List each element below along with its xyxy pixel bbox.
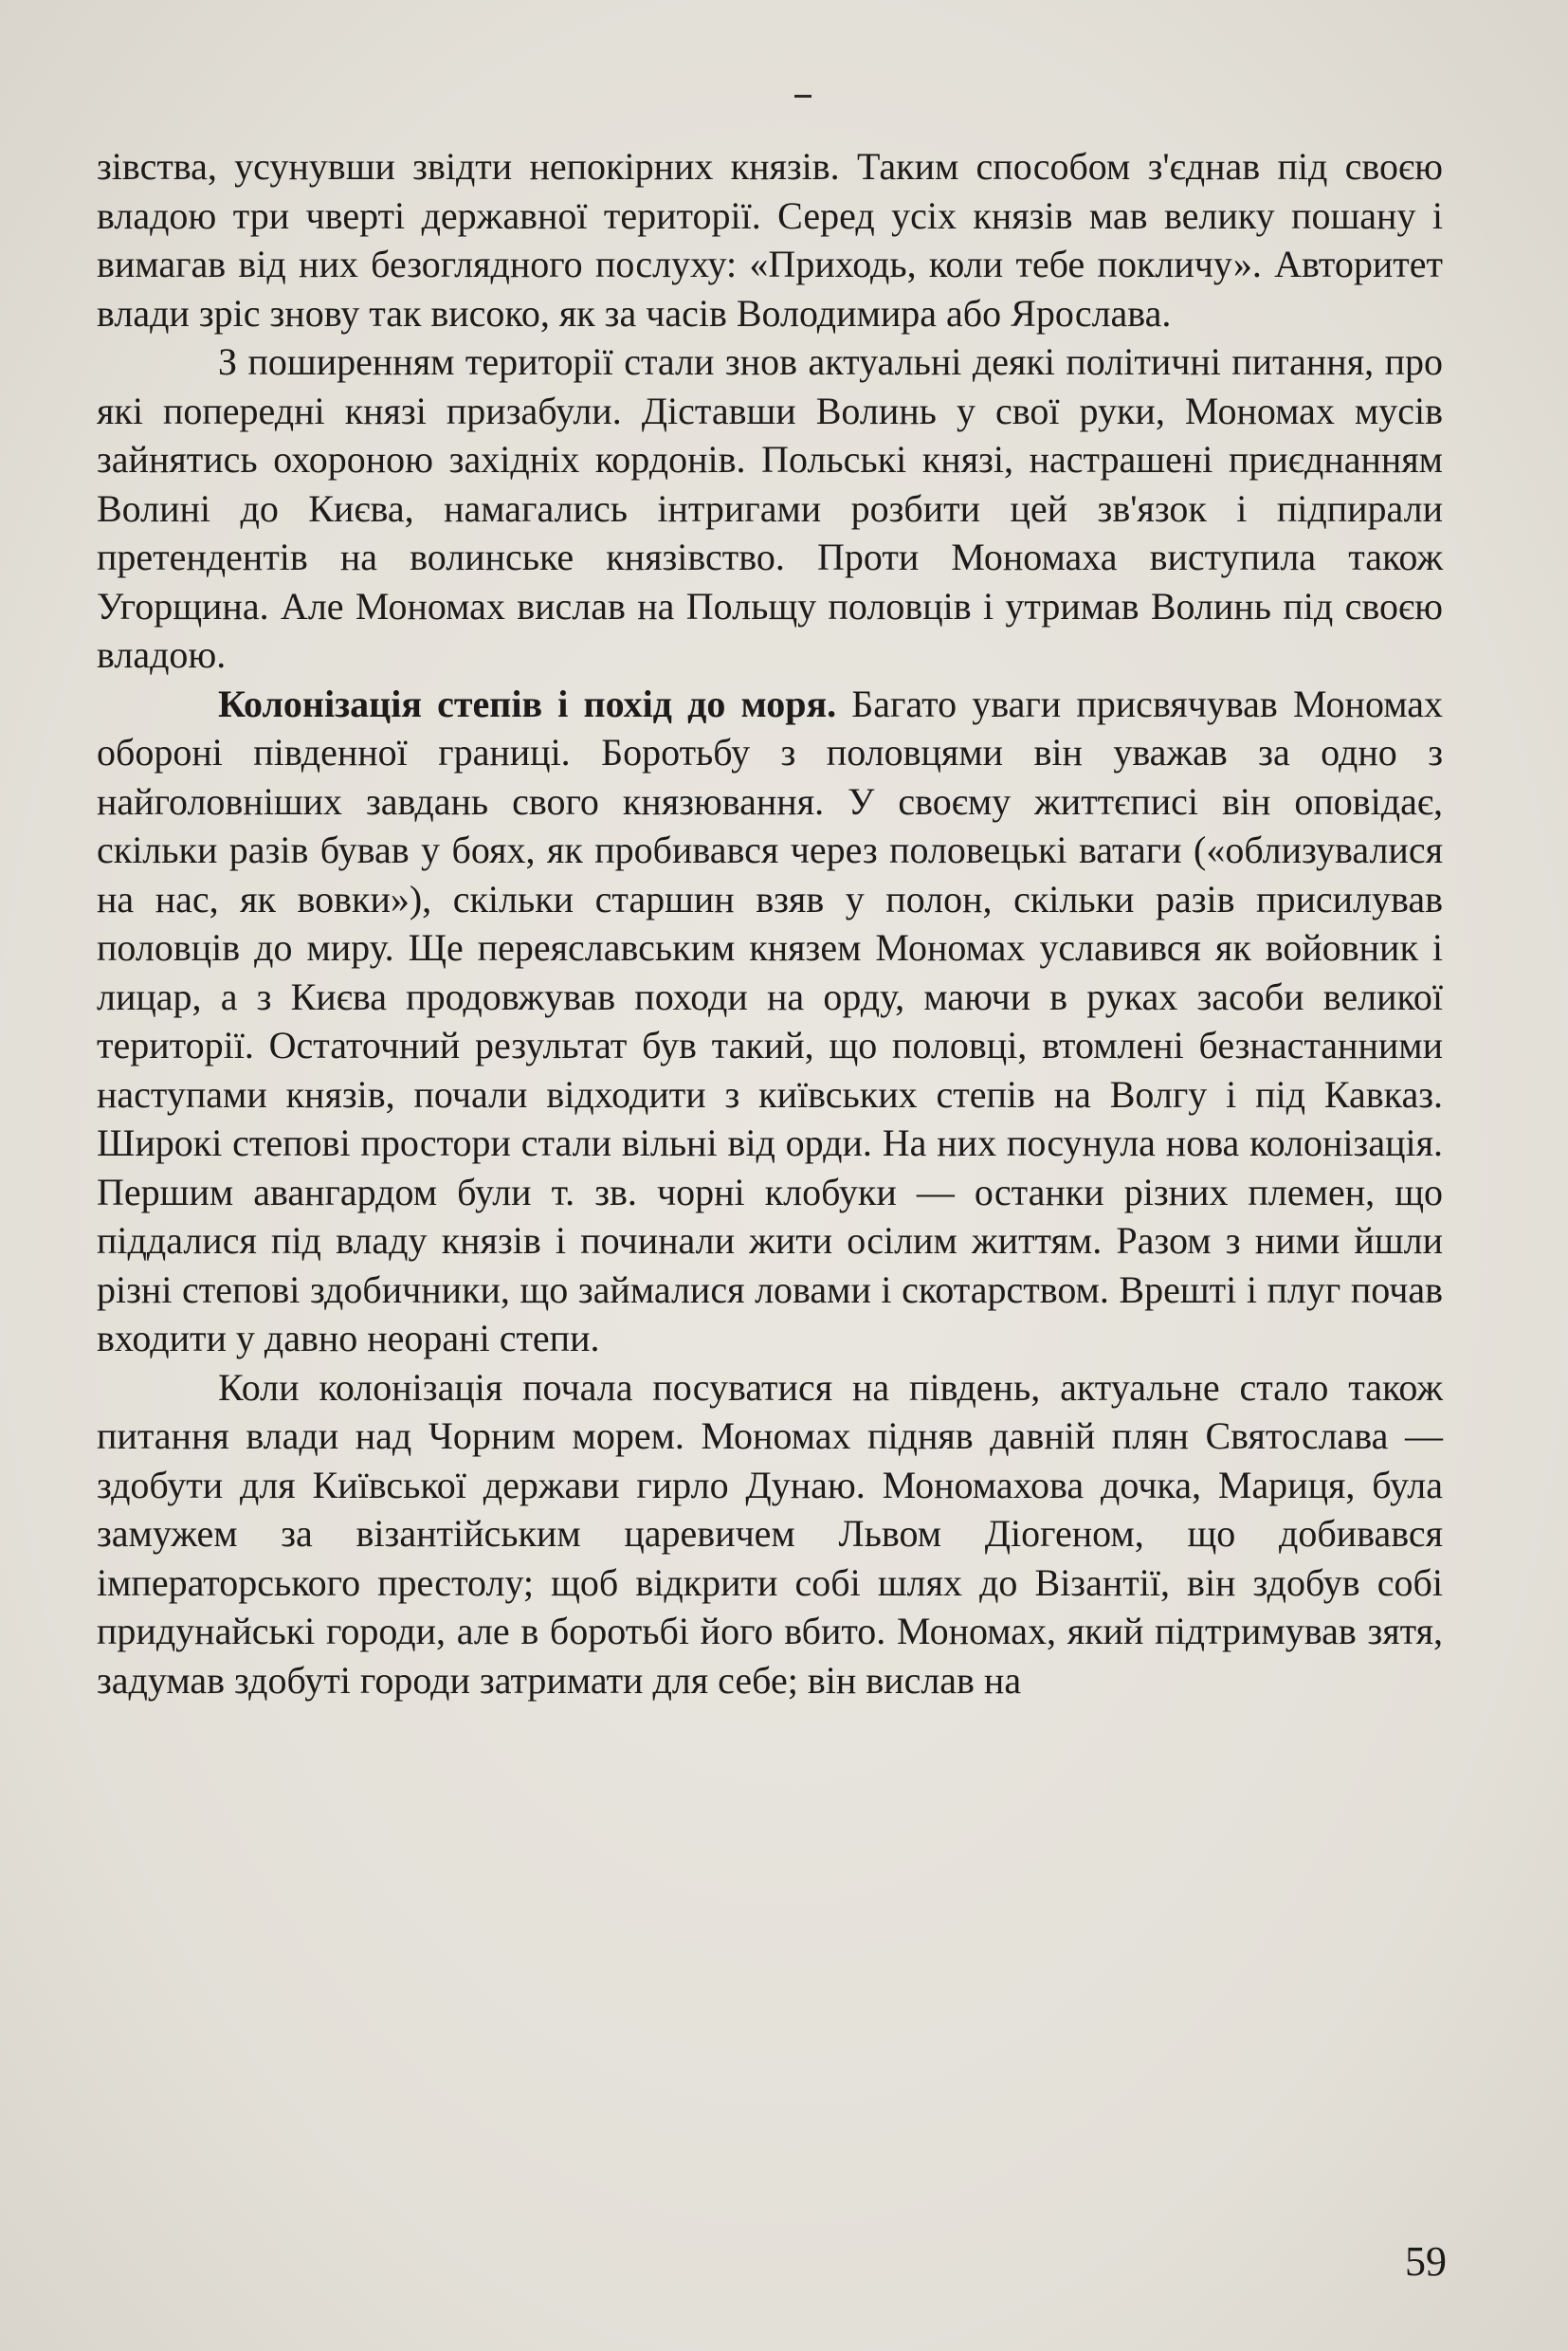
page-number: 59: [1405, 2238, 1447, 2285]
paragraph-1: [97, 142, 1443, 337]
paragraph-4-text: Коли колонізація почала посуватися на південь, актуальне стало також питання влади над Чорним морем. Мономах підняв давній плян Святослава — здобути для Київської держави гирло Дунаю. Мономахова дочка, Мариця, була замужем за візантійським царевичем Львом Діогеном, що добивався імператорського престолу; щоб відкрити собі шлях до Візантії, він здобув собі придунайські городи, але в боротьбі його вбито. Мономах, який підтримував зятя, задумав здобуті городи затримати для себе; він вислав на: [97, 1365, 1443, 1702]
section-heading: Колонізація степів і похід до моря.: [218, 682, 837, 725]
paragraph-1-text: зівства, усунувши звідти непокірних князів. Таким способом з'єднав під своєю владою три чверті державної території. Серед усіх князів мав велику пошану і вимагав від них безоглядного послуху: «Приходь, коли тебе покличу». Авторитет влади зріс знову так високо, як за часів Володимира або Ярослава.: [97, 145, 1443, 335]
paragraph-3-text: Багато уваги присвячував Мономах обороні південної границі. Боротьбу з половцями він уважав за одно з найголовніших завдань свого князювання. У своєму життєписі він оповідає, скільки разів бував у боях, як пробивався через половецькі ватаги («облизувалися на нас, як вовки»), скільки старшин взяв у полон, скільки разів присилував половців до миру. Ще переяславським князем Мономах уславився як войовник і лицар, а з Києва продовжував походи на орду, маючи в руках засоби великої території. Остаточний результат був такий, що половці, втомлені безнастанними наступами князів, почали відходити з київських степів на Волгу і під Кавказ. Широкі степові простори стали вільні від орди. На них посунула нова колонізація. Першим авангардом були т. зв. чорні клобуки — останки різних племен, що піддалися під владу князів і починали жити осілим життям. Разом з ними йшли різні степові здобичники, що займалися ловами і скотарством. Врешті і плуг почав входити у давно неорані степи.: [97, 682, 1443, 1359]
top-dash-mark: [794, 95, 811, 98]
paragraph-2-text: З поширенням території стали знов актуальні деякі політичні питання, про які попередні князі призабули. Діставши Волинь у свої руки, Мономах мусів зайнятись охороною західніх кордонів. Польські князі, настрашені приєднанням Волині до Києва, намагались інтригами розбити цей зв'язок і підпирали претендентів на волинське князівство. Проти Мономаха виступила також Угорщина. Але Мономах вислав на Польщу половців і утримав Волинь під своєю владою.: [97, 340, 1443, 676]
paragraph-2: [97, 337, 1443, 680]
paragraph-3: [97, 680, 1443, 1363]
paragraph-4: [97, 1363, 1443, 1705]
body-text: [97, 142, 1443, 1704]
